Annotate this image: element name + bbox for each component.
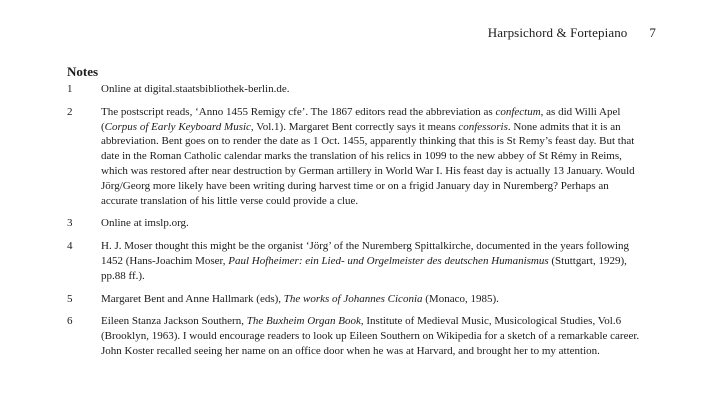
note-text-segment: The postscript reads, ‘Anno 1455 Remigy cfe’. The 1867 editors read the abbreviation as (101, 105, 496, 118)
note-text-segment: Margaret Bent and Anne Hallmark (eds), (101, 292, 284, 305)
note-title-italic: confessoris (458, 120, 508, 133)
note-text-segment: Online at imslp.org. (101, 217, 189, 230)
note-text (101, 105, 647, 209)
note-text-segment: , as did Willi Apel ( (101, 105, 621, 133)
note-text-segment: . None admits that it is an abbreviation. Bent goes on to render the date as 1 Oct. 1455, apparently thinking that this is St Remy’s feast day. But that date in the Roman Catholic calendar marks the translation of his relics in 1099 to the new abbey of St Rémy in Reims, which was restored after near destruction by German artillery in World War I. His feast day is actually 13 January. Would Jörg/Georg more likely have been writing during harvest time or on a frigid January day in Nuremberg? Perhaps an accurate translation of his little verse could provide a clue. (101, 120, 635, 207)
note-number: 3 (67, 217, 73, 230)
note-title-italic: Corpus of Early Keyboard Music (104, 120, 251, 133)
note-number: 1 (67, 83, 73, 95)
note-item (67, 239, 647, 283)
note-text-segment: , Institute of Medieval Music, Musicological Studies, Vol.6 (Brooklyn, 1963). I would encourage readers to look up Eileen Southern on Wikipedia for a sketch of a remarkable career. John Koster recalled seeing her name on an office door when he was at Harvard, and brought her to my attention. (101, 315, 640, 357)
note-text-segment: Eileen Stanza Jackson Southern, (101, 315, 247, 328)
note-title-italic: confectum (495, 105, 541, 118)
note-number: 6 (67, 315, 73, 328)
note-title-italic: Paul Hofheimer: ein Lied- und Orgelmeister des deutschen Humanismus (228, 254, 549, 267)
note-text (101, 216, 647, 231)
notes-heading: Notes (67, 64, 99, 79)
note-text-segment: H. J. Moser thought this might be the organist ‘Jörg’ of the Nuremberg Spittalkirche, documented in the years following 1452 (Hans-Joachim Moser, (101, 240, 630, 267)
note-item (67, 216, 647, 231)
note-text-segment: (Stuttgart, 1929), pp.88 ff.). (101, 254, 627, 282)
note-item (67, 82, 647, 97)
note-text-segment: Online at digital.staatsbibliothek-berlin.de. (101, 83, 290, 95)
note-text (101, 82, 647, 97)
note-text (101, 292, 647, 307)
page-number: 7 (649, 25, 656, 40)
notes-list (67, 82, 647, 359)
note-text-segment: (Monaco, 1985). (422, 292, 499, 305)
note-text (101, 314, 647, 358)
note-number: 5 (67, 292, 73, 305)
note-number: 2 (67, 105, 73, 118)
notes-section (67, 64, 647, 367)
note-item (67, 292, 647, 307)
note-title-italic: The Buxheim Organ Book (246, 315, 361, 328)
note-item (67, 105, 647, 209)
journal-title: Harpsichord & Fortepiano (487, 25, 628, 40)
running-head (488, 25, 656, 41)
note-number: 4 (67, 240, 73, 253)
note-item (67, 314, 647, 358)
note-title-italic: The works of Johannes Ciconia (283, 292, 423, 305)
note-text-segment: , Vol.1). Margaret Bent correctly says it means (250, 120, 459, 133)
note-text (101, 239, 647, 283)
